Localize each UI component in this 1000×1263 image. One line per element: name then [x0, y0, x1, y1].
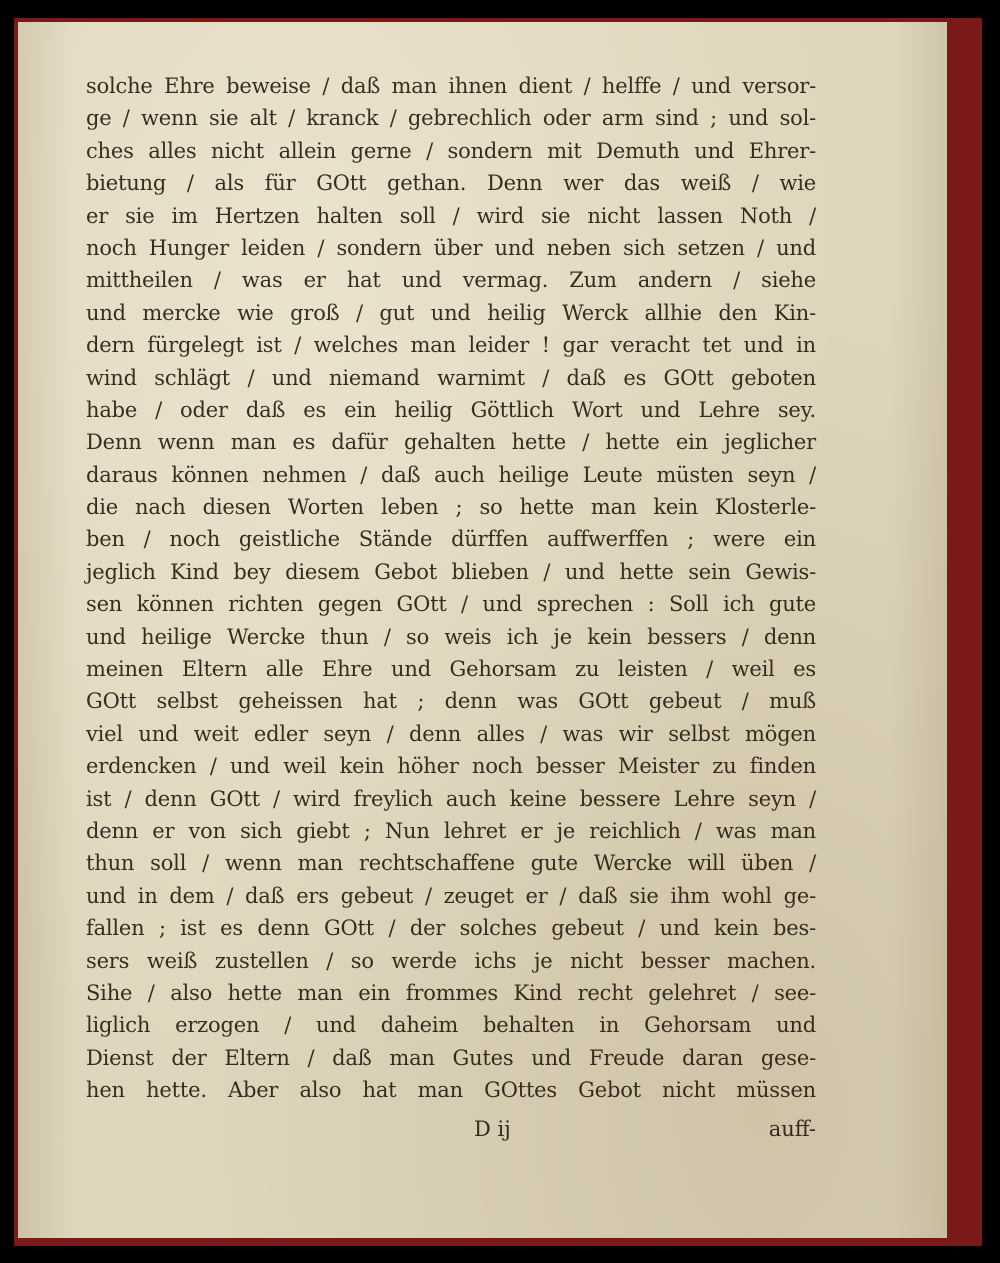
text-line: mittheilen / was er hat und vermag. Zum andern / siehe [86, 268, 816, 293]
text-line: viel und weit edler seyn / denn alles / was wir selbst mögen [86, 721, 816, 746]
text-line: daraus können nehmen / daß auch heilige Leute müsten seyn / [86, 462, 816, 487]
catchword: auff- [768, 1117, 816, 1141]
text-line: solche Ehre beweise / daß man ihnen dient / helffe / und versor- [86, 74, 816, 98]
text-line: jeglich Kind bey diesem Gebot blieben / und hette sein Gewis- [86, 559, 816, 584]
text-line: thun soll / wenn man rechtschaffene gute Wercke will üben / [86, 851, 816, 876]
text-line: ge / wenn sie alt / kranck / gebrechlich oder arm sind ; und sol- [86, 106, 816, 131]
text-line: fallen ; ist es denn GOtt / der solches gebeut / und kein bes- [86, 916, 816, 941]
text-line: Denn wenn man es dafür gehalten hette / hette ein jeglicher [86, 430, 816, 455]
text-line: bietung / als für GOtt gethan. Denn wer das weiß / wie [86, 171, 816, 196]
text-line: sers weiß zustellen / so werde ichs je nicht besser machen. [86, 948, 816, 973]
text-line: GOtt selbst geheissen hat ; denn was GOtt gebeut / muß [86, 689, 816, 714]
body-text [86, 70, 816, 1107]
text-line: Dienst der Eltern / daß man Gutes und Freude daran gese- [86, 1045, 816, 1070]
text-line: und in dem / daß ers gebeut / zeuget er / daß sie ihm wohl ge- [86, 883, 816, 908]
text-line: meinen Eltern alle Ehre und Gehorsam zu leisten / weil es [86, 657, 816, 682]
signature-mark: D ij [474, 1117, 511, 1141]
text-line: dern fürgelegt ist / welches man leider ! gar veracht tet und in [86, 333, 816, 358]
text-line: ben / noch geistliche Stände dürffen auffwerffen ; were ein [86, 527, 816, 552]
text-line: denn er von sich giebt ; Nun lehret er je reichlich / was man [86, 818, 816, 843]
text-line: liglich erzogen / und daheim behalten in Gehorsam und [86, 1013, 816, 1038]
text-line: ist / denn GOtt / wird freylich auch keine bessere Lehre seyn / [86, 786, 816, 811]
text-line: ches alles nicht allein gerne / sondern mit Demuth und Ehrer- [86, 138, 816, 163]
text-line: er sie im Hertzen halten soll / wird sie nicht lassen Noth / [86, 203, 816, 228]
text-line: erdencken / und weil kein höher noch besser Meister zu finden [86, 754, 816, 779]
text-line: Sihe / also hette man ein frommes Kind recht gelehret / see- [86, 980, 816, 1005]
text-line: und mercke wie groß / gut und heilig Werck allhie den Kin- [86, 300, 816, 325]
text-line: wind schlägt / und niemand warnimt / daß es GOtt geboten [86, 365, 816, 390]
text-line: die nach diesen Worten leben ; so hette man kein Klosterle- [86, 495, 816, 520]
text-line: und heilige Wercke thun / so weis ich je kein bessers / denn [86, 624, 816, 649]
text-line: hen hette. Aber also hat man GOttes Gebot nicht müssen [86, 1078, 816, 1103]
text-line: habe / oder daß es ein heilig Göttlich Wort und Lehre sey. [86, 397, 816, 422]
text-line: noch Hunger leiden / sondern über und neben sich setzen / und [86, 235, 816, 260]
text-line: sen können richten gegen GOtt / und sprechen : Soll ich gute [86, 592, 816, 617]
book-page [18, 22, 947, 1238]
page-footer [86, 1117, 816, 1151]
